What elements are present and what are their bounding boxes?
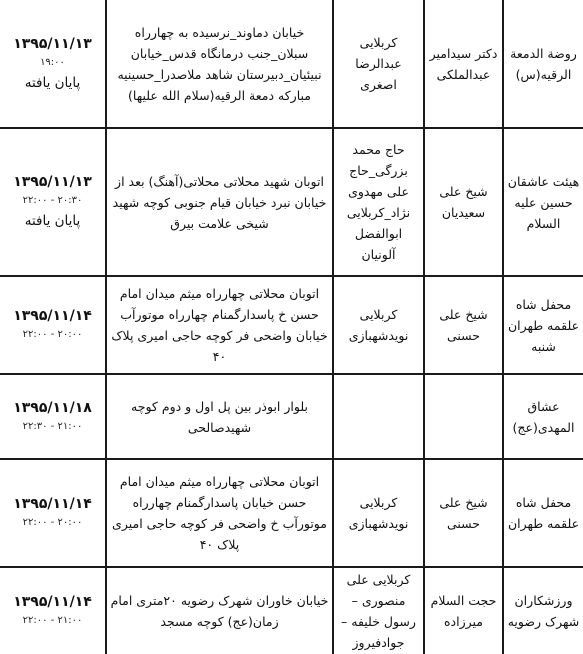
event-status: پایان یافته [24, 74, 81, 91]
group-cell [504, 277, 583, 373]
address-text: اتوبان شهید محلاتی محلاتی(آهنگ) بعد از خیابان نبرد خیابان قیام جنوبی کوچه شهید شیخی علامت بیرق [112, 173, 327, 231]
event-date: ۱۳۹۵/۱۱/۱۳ [13, 35, 92, 52]
address-cell [107, 277, 332, 373]
event-time: ۲۲:۰۰ - ۲۰:۰۰ [22, 517, 83, 528]
speaker-name: شیخ علی حسنی [439, 307, 488, 343]
address-text: اتوبان محلاتی چهارراه میثم میدان امام حسن خیابان پاسدارگمنام چهارراه موتورآب خ واضحی فر کوچه حاجی امیری پلاک ۴۰ [112, 474, 327, 552]
address-cell [107, 375, 332, 458]
speaker-name: حجت السلام میرزاده [430, 593, 497, 629]
event-time: ۲۲:۰۰ - ۲۰:۰۰ [22, 329, 83, 340]
reciter-cell [334, 277, 423, 373]
reciter-name: کربلایی نویدشهبازی [348, 495, 409, 531]
group-name: محفل شاه علقمه طهران شنبه [507, 296, 580, 354]
reciter-name: کربلایی عبدالرضا اصغری [355, 35, 402, 92]
address-cell [107, 0, 332, 127]
reciter-cell [334, 0, 423, 127]
event-time: ۱۹:۰۰ [40, 56, 65, 68]
speaker-cell [425, 460, 502, 566]
group-name: هیئت عاشقان حسین علیه السلام [507, 173, 580, 231]
event-status: پایان یافته [24, 213, 81, 229]
address-cell [107, 460, 332, 566]
reciter-name: حاج محمد بزرگی_حاج علی مهدوی نژاد_کربلایی ابوالفضل آلونیان [346, 142, 411, 262]
datetime-cell [0, 460, 105, 566]
group-cell [504, 460, 583, 566]
address-text: اتوبان محلاتی چهارراه میثم میدان امام حسن خ پاسدارگمنام چهارراه موتورآب خیابان واضحی فر کوچه حاجی امیری پلاک ۴۰ [111, 286, 328, 364]
event-time: ۲۲:۰۰ - ۲۱:۰۰ [22, 615, 83, 626]
address-cell [107, 568, 332, 654]
speaker-name: شیخ علی سعیدیان [439, 184, 488, 220]
datetime-cell [0, 129, 105, 275]
event-time: ۲۲:۳۰ - ۲۱:۰۰ [22, 420, 83, 432]
reciter-cell [334, 375, 423, 458]
event-time: ۲۲:۰۰ - ۲۰:۳۰ [22, 195, 83, 206]
speaker-cell [425, 277, 502, 373]
speaker-cell [425, 129, 502, 275]
reciter-name: کربلایی نویدشهبازی [348, 307, 409, 343]
speaker-cell [425, 0, 502, 127]
group-cell [504, 0, 583, 127]
group-cell [504, 375, 583, 458]
address-text: خیابان دماوند_نرسیده به چهارراه سبلان_جنب درمانگاه قدس_خیابان نبیئیان_دبیرستان شاهد ملاصدرا_حسینیه مبارکه دمعة الرقیه(سلام الله علیها) [117, 24, 322, 103]
group-name: عشاق المهدی(عج) [512, 398, 575, 435]
speaker-name: دکتر سیدامیر عبدالملکی [429, 45, 498, 82]
speaker-name: شیخ علی حسنی [439, 495, 488, 531]
address-text: خیابان خاوران شهرک رضویه ۲۰متری امام زمان(عج) کوچه مسجد [110, 593, 329, 629]
group-name: روضة الدمعة الرقیه(س) [510, 45, 577, 82]
reciter-cell [334, 568, 423, 654]
event-date: ۱۳۹۵/۱۱/۱۴ [13, 496, 92, 512]
group-cell [504, 568, 583, 654]
datetime-cell [0, 375, 105, 458]
group-name: محفل شاه علقمه طهران [507, 495, 580, 531]
speaker-cell [425, 375, 502, 458]
datetime-cell [0, 0, 105, 127]
event-date: ۱۳۹۵/۱۱/۱۴ [13, 308, 92, 324]
reciter-name: کربلایی علی منصوری – رسول خلیفه – جوادفیروز [341, 572, 416, 650]
datetime-cell [0, 568, 105, 654]
datetime-cell [0, 277, 105, 373]
speaker-cell [425, 568, 502, 654]
event-date: ۱۳۹۵/۱۱/۱۳ [13, 174, 92, 190]
group-cell [504, 129, 583, 275]
address-text: بلوار ابوذر بین پل اول و دوم کوچه شهیدصالحی [131, 398, 308, 435]
group-name: ورزشکاران شهرک رضویه [507, 593, 580, 629]
reciter-cell [334, 460, 423, 566]
address-cell [107, 129, 332, 275]
reciter-cell [334, 129, 423, 275]
event-date: ۱۳۹۵/۱۱/۱۴ [13, 594, 92, 610]
event-date: ۱۳۹۵/۱۱/۱۸ [13, 399, 92, 416]
